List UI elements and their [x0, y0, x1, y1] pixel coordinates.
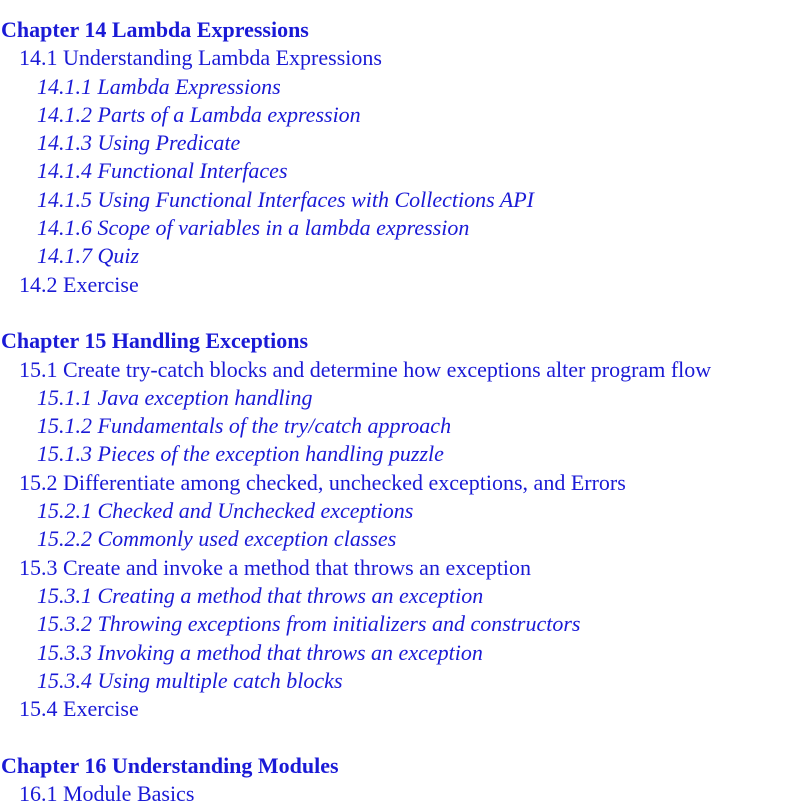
- toc-subsection-14-1-6-link[interactable]: 14.1.6 Scope of variables in a lambda expression: [37, 215, 470, 241]
- toc-subsection-14-1-3-link[interactable]: 14.1.3 Using Predicate: [37, 130, 241, 156]
- toc-subsection-14-1-2-link[interactable]: 14.1.2 Parts of a Lambda expression: [37, 101, 361, 127]
- toc-subsection-15-3-1-link[interactable]: 15.3.1 Creating a method that throws an exception: [37, 582, 484, 608]
- toc-chapter-14-link[interactable]: Chapter 14 Lambda Expressions: [1, 17, 309, 42]
- toc-section-14-2-link[interactable]: 14.2 Exercise: [19, 271, 139, 297]
- toc-subsection-15-1-1-link[interactable]: 15.1.1 Java exception handling: [37, 384, 313, 410]
- toc-section-16-1-link[interactable]: 16.1 Module Basics: [19, 781, 195, 807]
- chapter-spacer: [0, 723, 800, 751]
- toc-subsection-14-1-4-link[interactable]: 14.1.4 Functional Interfaces: [37, 158, 288, 184]
- toc-section-15-3-link[interactable]: 15.3 Create and invoke a method that throws an exception: [19, 554, 531, 580]
- toc-subsection-15-1-2-link[interactable]: 15.1.2 Fundamentals of the try/catch approach: [37, 413, 452, 439]
- chapter-spacer: [0, 299, 800, 327]
- toc-section-15-2-link[interactable]: 15.2 Differentiate among checked, unchecked exceptions, and Errors: [19, 469, 626, 495]
- toc-chapter-15-link[interactable]: Chapter 15 Handling Exceptions: [1, 328, 309, 354]
- toc-subsection-14-1-7-link[interactable]: 14.1.7 Quiz: [37, 243, 140, 269]
- toc-subsection-15-3-4-link[interactable]: 15.3.4 Using multiple catch blocks: [37, 667, 343, 693]
- toc-section-15-1-link[interactable]: 15.1 Create try-catch blocks and determine how exceptions alter program flow: [19, 356, 712, 382]
- toc-subsection-15-3-3-link[interactable]: 15.3.3 Invoking a method that throws an exception: [37, 639, 483, 665]
- toc-subsection-14-1-5-link[interactable]: 14.1.5 Using Functional Interfaces with Collections API: [37, 186, 534, 212]
- toc-subsection-15-2-2-link[interactable]: 15.2.2 Commonly used exception classes: [37, 526, 397, 552]
- toc-subsection-15-1-3-link[interactable]: 15.1.3 Pieces of the exception handling puzzle: [37, 441, 444, 467]
- toc-section-14-1-link[interactable]: 14.1 Understanding Lambda Expressions: [19, 45, 382, 71]
- toc-subsection-14-1-1-link[interactable]: 14.1.1 Lambda Expressions: [37, 73, 281, 99]
- toc-section-15-4-link[interactable]: 15.4 Exercise: [19, 696, 139, 722]
- toc-chapter-16-link[interactable]: Chapter 16 Understanding Modules: [1, 752, 339, 778]
- table-of-contents: [0, 16, 800, 808]
- toc-subsection-15-2-1-link[interactable]: 15.2.1 Checked and Unchecked exceptions: [37, 498, 414, 524]
- toc-subsection-15-3-2-link[interactable]: 15.3.2 Throwing exceptions from initializers and constructors: [37, 611, 581, 637]
